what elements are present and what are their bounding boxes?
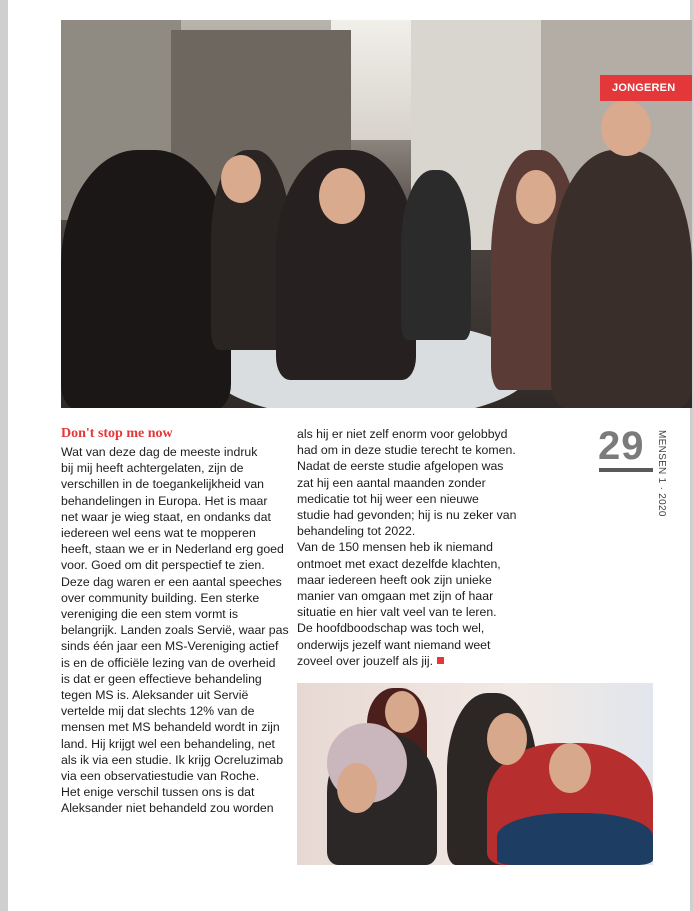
text-line: bij mij heeft achtergelaten, zijn de [61,461,244,476]
text-line: mensen met MS behandeld wordt in zijn [61,720,280,735]
text-line: Aleksander niet behandeld zou worden [61,801,274,816]
text-line: verschillen in de toegankelijkheid van [61,477,265,492]
text-line: vertelde mij dat slechts 12% van de [61,704,255,719]
text-line: heeft, staan we er in Nederland erg goed [61,542,284,557]
text-line: tegen MS is. Aleksander uit Servië [61,688,249,703]
text-line: zoveel over jouzelf als jij. [297,653,434,668]
text-line: belangrijk. Landen zoals Servië, waar pas [61,623,289,638]
section-tag: JONGEREN [600,75,692,101]
text-line: De hoofdboodschap was toch wel, [297,621,485,636]
page-number-rule [599,468,653,472]
article-subheading: Don't stop me now [61,426,173,441]
text-line: Het enige verschil tussen ons is dat [61,785,255,800]
text-line: Nadat de eerste studie afgelopen was [297,459,504,474]
text-line: als ik via een studie. Ik krijg Ocreluzimab [61,752,284,767]
text-line: Deze dag waren er een aantal speeches [61,574,282,589]
running-footer: MENSEN 1 · 2020 [656,430,667,517]
text-line: over community building. Een sterke [61,590,260,605]
bottom-photo-group-meeting [297,683,653,865]
text-line: ontmoet met exact dezelfde klachten, [297,556,501,571]
article-column-left [61,426,291,817]
end-of-article-square-icon [437,657,444,664]
text-line: zat hij een aantal maanden zonder [297,475,486,490]
text-line: situatie en hier valt veel van te leren. [297,605,497,620]
text-line: behandeling tot 2022. [297,524,416,539]
magazine-page [8,0,690,911]
text-line: maar iedereen heeft ook zijn unieke [297,572,492,587]
text-line: net waar je wieg staat, en ondanks dat [61,509,271,524]
article-column-middle [297,426,527,669]
text-line: sinds één jaar een MS-Vereniging actief [61,639,279,654]
text-line: behandelingen in Europa. Het is maar [61,493,268,508]
text-line: is en de officiële lezing van de overheid [61,655,276,670]
text-line: Van de 150 mensen heb ik niemand [297,540,493,555]
top-photo-group-conversation [61,20,692,408]
text-line: manier van omgaan met zijn of haar [297,589,494,604]
text-line: Wat van deze dag de meeste indruk [61,445,258,459]
text-line: via een observatiestudie van Roche. [61,769,260,784]
text-line: onderwijs jezelf want niemand weet [297,637,491,652]
text-line: land. Hij krijgt wel een behandeling, net [61,736,275,751]
text-line-last [297,653,527,669]
text-line: is dat er geen effectieve behandeling [61,671,262,686]
text-line: had om in deze studie terecht te komen. [297,443,516,458]
text-line: iedereen wel eens wat te mopperen [61,526,256,541]
text-line: als hij er niet zelf enorm voor gelobbyd [297,427,508,441]
text-line: vereniging die een stem vormt is [61,607,239,622]
page-number: 29 [598,424,645,468]
text-line: studie had gevonden; hij is nu zeker van [297,508,517,523]
text-line: voor. Goed om dit perspectief te zien. [61,558,265,573]
text-line: medicatie tot hij weer een nieuwe [297,491,479,506]
